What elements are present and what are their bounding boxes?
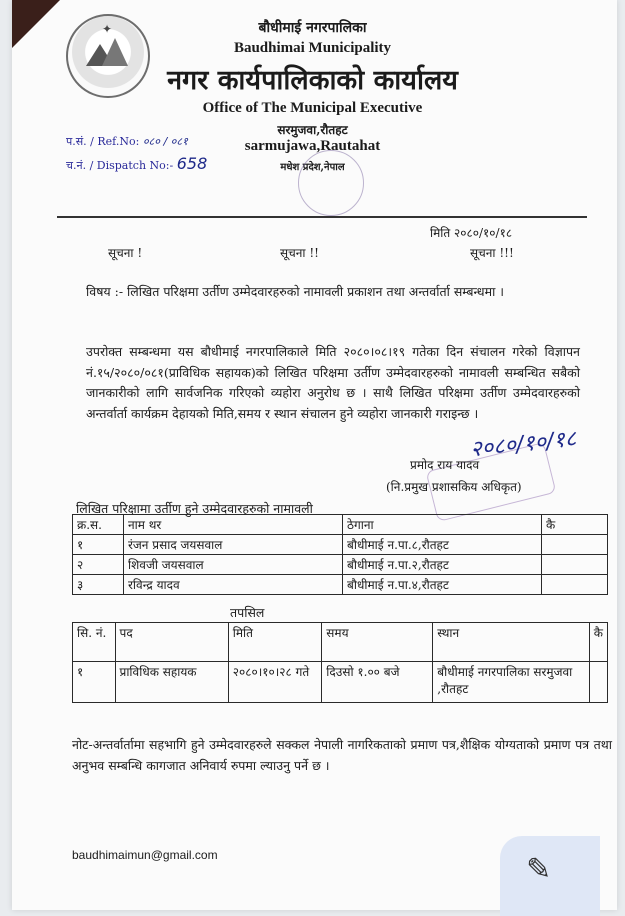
notice-heading-1: सूचना ! (108, 246, 143, 260)
table-cell: १ (73, 662, 116, 703)
table-cell: २०८०।१०।२८ गते (228, 662, 322, 703)
office-title-en: Office of The Municipal Executive (202, 100, 423, 116)
notice-heading-3: सूचना !!! (470, 246, 514, 260)
table-cell (589, 662, 607, 703)
signatory-name: प्रमोद राय यादव (410, 458, 480, 472)
candidate-table (72, 514, 608, 595)
table-cell: रंजन प्रसाद जयसवाल (124, 535, 343, 555)
table-row (73, 575, 608, 595)
table-cell: बौधीमाई न.पा.८,रौतहट (343, 535, 542, 555)
dispatch-number (66, 154, 207, 173)
edit-pen-icon[interactable]: ✎ (526, 852, 552, 887)
column-header: कै (542, 515, 608, 535)
table-cell: बौधीमाई न.पा.४,रौतहट (343, 575, 542, 595)
office-seal-stamp (298, 150, 364, 216)
table-row (73, 662, 608, 703)
table-cell: रविन्द्र यादव (124, 575, 343, 595)
column-header: समय (322, 623, 433, 662)
province-np: मधेश प्रदेश,नेपाल (280, 162, 345, 173)
reference-value: ०८० / ०८१ (142, 135, 188, 148)
table-cell (542, 575, 608, 595)
subject-line: विषय :- लिखित परिक्षमा उर्तीण उम्मेदवारहरुको नामावली प्रकाशन तथा अन्तर्वार्ता सम्बन्धमा । (86, 284, 505, 299)
column-header: पद (115, 623, 228, 662)
table-header-row (73, 623, 608, 662)
notice-heading-2: सूचना !! (280, 246, 319, 260)
reference-label: प.सं. / Ref.No: (66, 135, 140, 148)
table-cell: २ (73, 555, 124, 575)
table-row (73, 535, 608, 555)
table-row (73, 555, 608, 575)
header-divider (57, 216, 587, 218)
document-date: मिति २०८०/१०/१८ (430, 226, 513, 240)
column-header: ठेगाना (343, 515, 542, 535)
office-title-np: नगर कार्यपालिकाको कार्यालय (167, 65, 458, 96)
reference-number (66, 134, 188, 149)
dispatch-value: 658 (176, 154, 208, 173)
place-en: sarmujawa,Rautahat (244, 138, 381, 154)
column-header: स्थान (433, 623, 589, 662)
column-header: मिति (228, 623, 322, 662)
table-cell: बौधीमाई नगरपालिका सरमुजवा ,रौतहट (433, 662, 589, 703)
municipality-name-np: बौधीमाई नगरपालिका (258, 20, 367, 36)
table-cell (542, 535, 608, 555)
table-header-row (73, 515, 608, 535)
table-cell: १ (73, 535, 124, 555)
schedule-title: तपसिल (230, 605, 265, 620)
contact-email: baudhimaimun@gmail.com (72, 848, 218, 862)
municipality-emblem-icon: ✦ (66, 14, 150, 98)
column-header: क्र.स. (73, 515, 124, 535)
column-header: कै (589, 623, 607, 662)
table-cell: दिउसो १.०० बजे (322, 662, 433, 703)
table-cell: बौधीमाई न.पा.२,रौतहट (343, 555, 542, 575)
place-np: सरमुजवा,रौतहट (277, 123, 348, 137)
column-header: नाम थर (124, 515, 343, 535)
municipality-name-en: Baudhimai Municipality (233, 40, 392, 56)
table-cell: शिवजी जयसवाल (124, 555, 343, 575)
table-cell (542, 555, 608, 575)
note-paragraph: नोट-अन्तर्वार्तामा सहभागि हुने उम्मेदवारहरुले सक्कल नेपाली नागरिकताको प्रमाण पत्र,शैक्षिक योग्यताको प्रमाण पत्र तथा अनुभव सम्बन्धि कागजात अनिवार्य रुपमा ल्याउनु पर्ने छ । (72, 737, 612, 773)
dispatch-label: च.नं. / Dispatch No:- (66, 159, 174, 172)
candidate-list-title: लिखित परिक्षामा उर्तीण हुने उम्मेदवारहरुको नामावली (76, 501, 313, 516)
table-cell: ३ (73, 575, 124, 595)
column-header: सि. नं. (73, 623, 116, 662)
handwritten-signature-date: २०८०/१०/१८ (469, 426, 578, 463)
signatory-title: (नि.प्रमुख प्रशासकिय अधिकृत) (386, 480, 522, 494)
body-paragraph: उपरोक्त सम्बन्धमा यस बौधीमाई नगरपालिकाले मिति २०८०।०८।१९ गतेका दिन संचालन गरेको विज्ञापन नं.१५/२०८०/०८१(प्राविधिक सहायक)को लिखित परिक्षमा उर्तीण उम्मेदवारहरुको नामावली सम्बन्धित सबैको जानकारीको लागि सार्वजनिक गरिएको व्यहोरा अनुरोध छ । साथै लिखित परिक्षमा उर्तीण उम्मेदवारहरुको अन्तर्वार्ता कार्यक्रम देहायको मिति,समय र स्थान संचालन हुने व्यहोरा जानकारी गराइन्छ । (86, 344, 580, 421)
schedule-table (72, 622, 608, 703)
table-cell: प्राविधिक सहायक (115, 662, 228, 703)
